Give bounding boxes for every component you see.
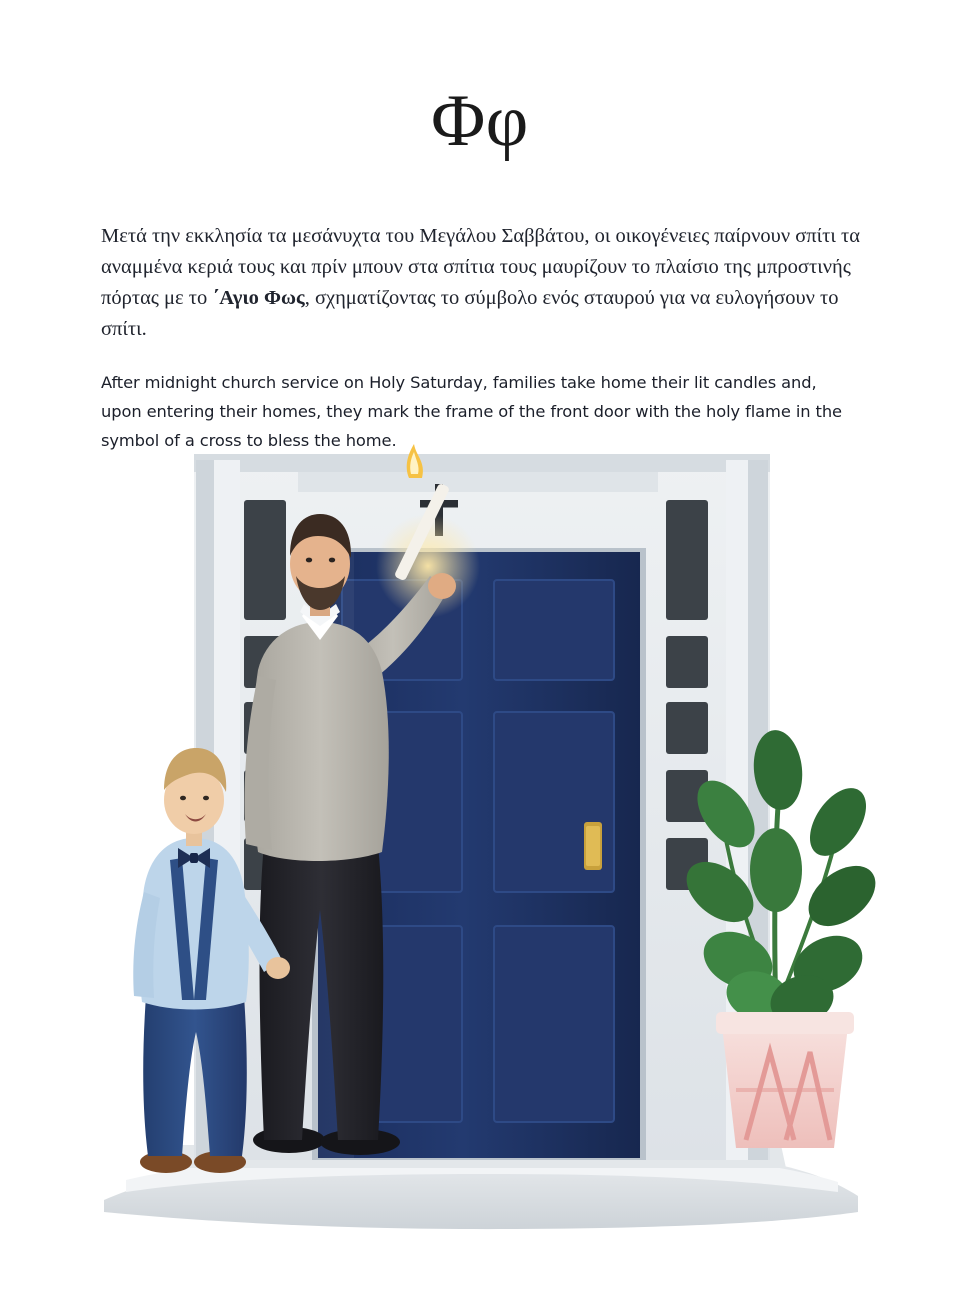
door-illustration (86, 440, 876, 1250)
greek-text-part1: Μετά την εκκλησία τα μεσάνυχτα του Μεγάλου Σαββάτου, οι οικογένειες παίρνουν σπίτι τα αναμμένα κεριά τους και πρίν μπουν στα σπίτια τους μαυρίζουν το πλαίσιο της μπροστινής πόρτας με το (101, 224, 860, 309)
page-title: Φφ (431, 80, 529, 162)
greek-paragraph (101, 221, 861, 345)
greek-text-bold: ΄Αγιο Φως (212, 286, 305, 309)
hand (428, 573, 456, 599)
english-paragraph: After midnight church service on Holy Saturday, families take home their lit candles and, upon entering their homes, they mark the frame of the front door with the holy flame in the symbol of a cross to bless the home. (101, 373, 842, 451)
greek-text-part2: , σχηματίζοντας το σύμβολο ενός σταυρού για να ευλογήσουν το σπίτι. (101, 286, 839, 340)
